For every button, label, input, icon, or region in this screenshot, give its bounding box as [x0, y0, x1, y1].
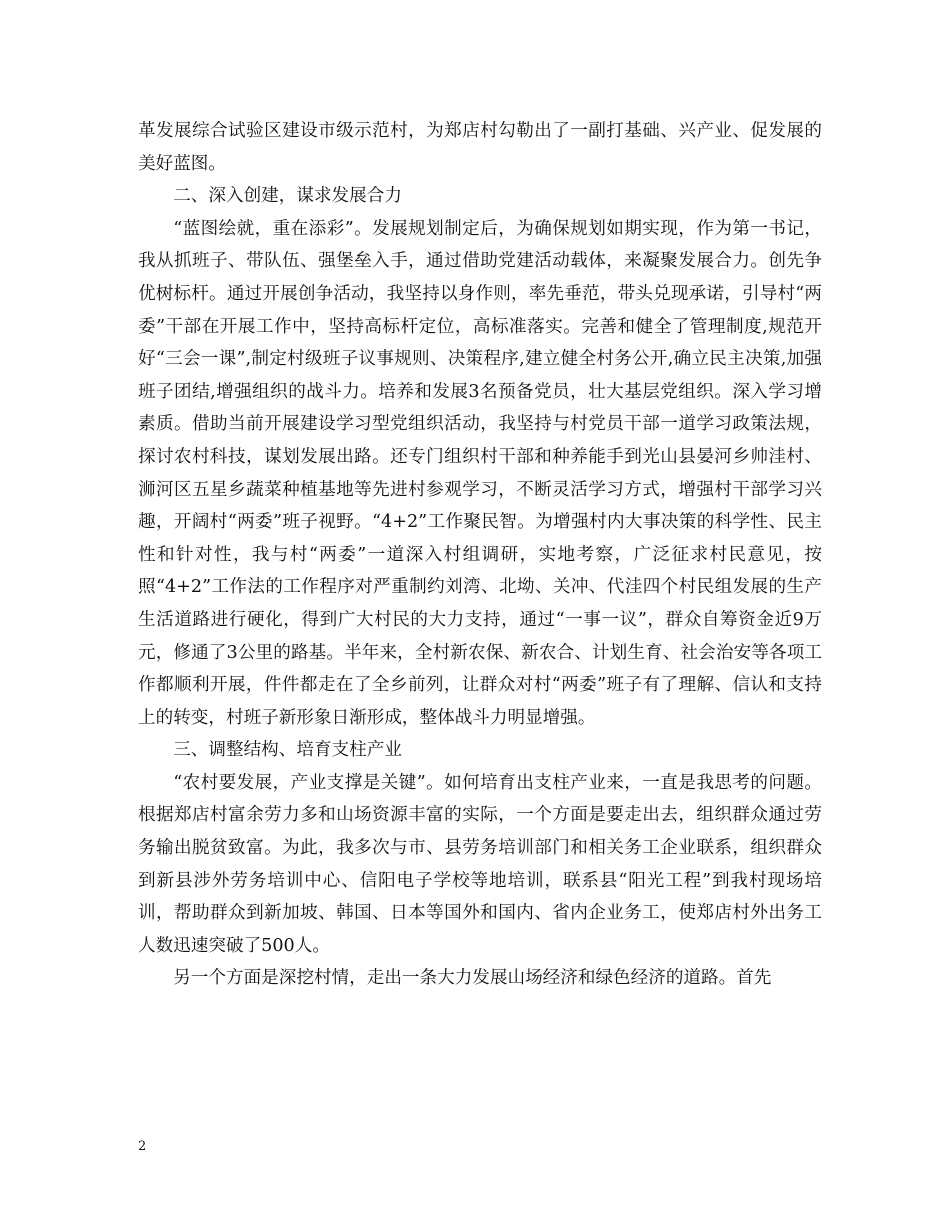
paragraph-continued: 革发展综合试验区建设市级示范村，为郑店村勾勒出了一副打基础、兴产业、促发展的美好蓝图。: [138, 121, 822, 174]
page-number: 2: [138, 1139, 147, 1154]
paragraph: “农村要发展，产业支撑是关键”。如何培育出支柱产业来，一直是我思考的问题。根据郑店村富余劳力多和山场资源丰富的实际，一个方面是要走出去，组织群众通过劳务输出脱贫致富。为此，我多次与市、县劳务培训部门和相关务工企业联系，组织群众到新县涉外劳务培训中心、信阳电子学校等地培训，联系县“阳光工程”到我村现场培训，帮助群众到新加坡、韩国、日本等国外和国内、省内企业务工，使郑店村外出务工人数迅速突破了500人。: [138, 772, 822, 956]
paragraph: 另一个方面是深挖村情，走出一条大力发展山场经济和绿色经济的道路。首先: [173, 968, 772, 989]
paragraph: “蓝图绘就，重在添彩”。发展规划制定后，为确保规划如期实现，作为第一书记，我从抓班子、带队伍、强堡垒入手，通过借助党建活动载体，来凝聚发展合力。创先争优树标杆。通过开展创争活动，我坚持以身作则，率先垂范，带头兑现承诺，引导村“两委”干部在开展工作中，坚持高标杆定位，高标准落实。完善和健全了管理制度,规范开好“三会一课”,制定村级班子议事规则、决策程序,建立健全村务公开,确立民主决策,加强班子团结,增强组织的战斗力。培养和发展3名预备党员，壮大基层党组织。深入学习增素质。借助当前开展建设学习型党组织活动，我坚持与村党员干部一道学习政策法规，探讨农村科技，谋划发展出路。还专门组织村干部和种养能手到光山县晏河乡帅洼村、浉河区五星乡蔬菜种植基地等先进村参观学习，不断灵活学习方式，增强村干部学习兴趣，开阔村“两委”班子视野。“4+2”工作聚民智。为增强村内大事决策的科学性、民主性和针对性，我与村“两委”一道深入村组调研，实地考察，广泛征求村民意见，按照“4+2”工作法的工作程序对严重制约刘湾、北坳、关冲、代洼四个村民组发展的生产生活道路进行硬化，得到广大村民的大力支持，通过“一事一议”，群众自筹资金近9万元，修通了3公里的路基。半年来，全村新农保、新农合、计划生育、社会治安等各项工作都顺利开展，件件都走在了全乡前列，让群众对村“两委”班子有了理解、信认和支持上的转变，村班子新形象日渐形成，整体战斗力明显增强。: [138, 218, 822, 728]
document-body: [138, 115, 822, 995]
section-heading-2: 二、深入创建，谋求发展合力: [173, 186, 402, 207]
section-heading-3: 三、调整结构、培育支柱产业: [173, 740, 402, 761]
